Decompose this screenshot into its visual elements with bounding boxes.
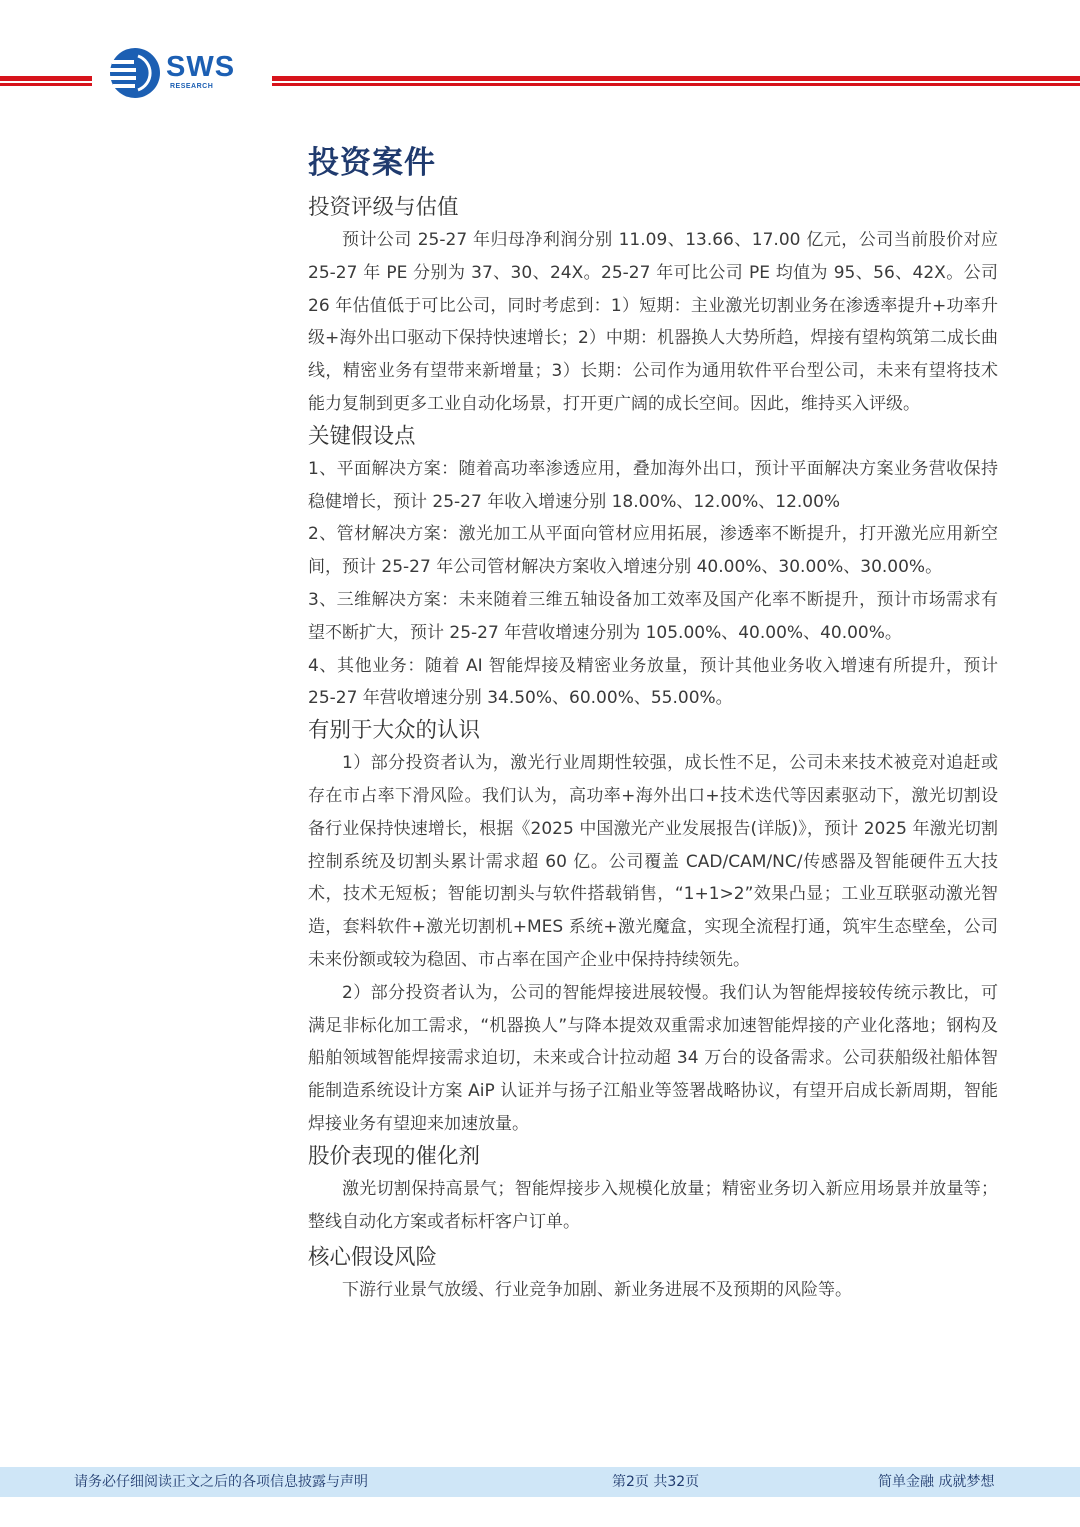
section-heading-different-view: 有别于大众的认识 xyxy=(308,718,481,744)
header-rule-right xyxy=(272,76,1080,87)
assumption-item-4: 4、其他业务：随着 AI 智能焊接及精密业务放量，预计其他业务收入增速有所提升，预计 25-27 年营收增速分别 34.50%、60.00%、55.00%。 xyxy=(308,655,998,709)
catalyst-paragraph: 激光切割保持高景气；智能焊接步入规模化放量；精密业务切入新应用场景并放量等；整线自动化方案或者标杆客户订单。 xyxy=(308,1178,998,1232)
different-view-paragraph-2: 2）部分投资者认为，公司的智能焊接进展较慢。我们认为智能焊接较传统示教比，可满足非标化加工需求，“机器换人”与降本提效双重需求加速智能焊接的产业化落地；钢构及船舶领域智能焊接需求迫切，未来或合计拉动超 34 万台的设备需求。公司获船级社船体智能制造系统设计方案 AiP 认证并与扬子江船业等签署战略协议，有望开启成长新周期，智能焊接业务有望迎来加速放量。 xyxy=(308,982,998,1134)
section-heading-risk: 核心假设风险 xyxy=(308,1245,438,1271)
section-heading-rating: 投资评级与估值 xyxy=(308,195,459,220)
section-heading-catalyst: 股价表现的催化剂 xyxy=(308,1143,481,1169)
assumption-item-3: 3、三维解决方案：未来随着三维五轴设备加工效率及国产化率不断提升，预计市场需求有望不断扩大，预计 25-27 年营收增速分别为 105.00%、40.00%、40.00%。 xyxy=(308,589,998,643)
risk-paragraph: 下游行业景气放缓、行业竞争加剧、新业务进展不及预期的风险等。 xyxy=(342,1280,852,1301)
footer-disclaimer: 请务必仔细阅读正文之后的各项信息披露与声明 xyxy=(74,1474,368,1490)
assumption-item-2: 2、管材解决方案：激光加工从平面向管材应用拓展，渗透率不断提升，打开激光应用新空间，预计 25-27 年公司管材解决方案收入增速分别 40.00%、30.00%、30.00%。 xyxy=(308,524,998,578)
logo-subtext: RESEARCH xyxy=(170,83,214,90)
different-view-paragraph-1: 1）部分投资者认为，激光行业周期性较强，成长性不足，公司未来技术被竞对追赶或存在市占率下滑风险。我们认为，高功率+海外出口+技术迭代等因素驱动下，激光切割设备行业保持快速增长，根据《2025 中国激光产业发展报告(详版)》，预计 2025 年激光切割控制系统及切割头累计需求超 60 亿。公司覆盖 CAD/CAM/NC/传感器及智能硬件五大技术，技术无短板；智能切割头与软件搭载销售，“1+1>2”效果凸显；工业互联驱动激光智造，套料软件+激光切割机+MES 系统+激光魔盒，实现全流程打通，筑牢生态壁垒，公司未来份额或较为稳固、市占率在国产企业中保持持续领先。 xyxy=(308,753,998,970)
header-rule-left xyxy=(0,76,92,87)
rating-paragraph: 预计公司 25-27 年归母净利润分别 11.09、13.66、17.00 亿元，公司当前股价对应 25-27 年 PE 分别为 37、30、24X。25-27 年可比公司 PE 均值为 95、56、42X。公司 26 年估值低于可比公司，同时考虑到：1）短期：主业激光切割业务在渗透率提升+功率升级+海外出口驱动下保持快速增长；2）中期：机器换人大势所趋，焊接有望构筑第二成长曲线，精密业务有望带来新增量；3）长期：公司作为通用软件平台型公司，未来有望将技术能力复制到更多工业自动化场景，打开更广阔的成长空间。因此，维持买入评级。 xyxy=(308,230,998,414)
logo-wordmark: SWS xyxy=(166,51,236,83)
page-title: 投资案件 xyxy=(308,145,436,181)
assumption-item-1: 1、平面解决方案：随着高功率渗透应用，叠加海外出口，预计平面解决方案业务营收保持稳健增长，预计 25-27 年收入增速分别 18.00%、12.00%、12.00% xyxy=(308,458,998,512)
report-content xyxy=(308,138,998,1307)
footer-slogan: 简单金融 成就梦想 xyxy=(878,1474,995,1490)
page-footer xyxy=(0,1467,1080,1497)
footer-page-info: 第2页 共32页 xyxy=(612,1474,700,1490)
section-heading-assumptions: 关键假设点 xyxy=(308,423,416,449)
